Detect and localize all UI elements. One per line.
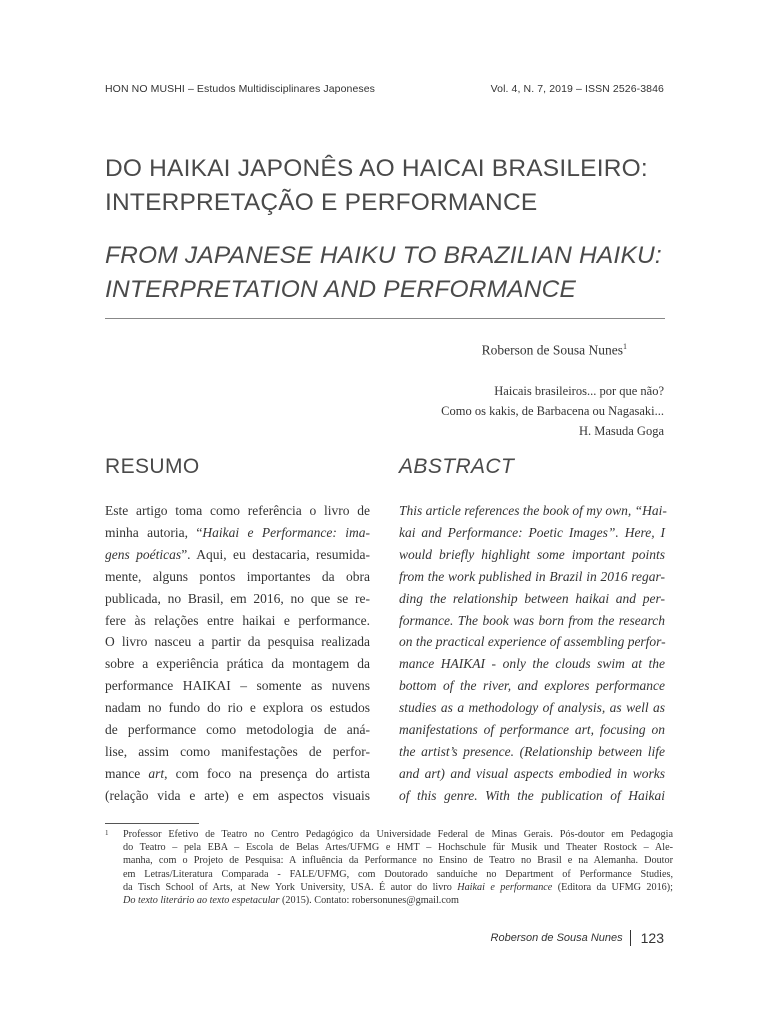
resumo-line: nadam no fundo do rio e explora os estudos <box>105 700 370 716</box>
title-divider <box>105 318 665 319</box>
abstract-body <box>399 500 665 807</box>
author-byline <box>482 342 627 359</box>
footnote-line: da Tisch School of Arts, at New York University, USA. É autor do livro Haikai e performance (Editora da UFMG 2016); <box>123 881 673 893</box>
epigraph-line-1: Haicais brasileiros... por que não? <box>494 384 664 398</box>
running-header-volume: Vol. 4, N. 7, 2019 – ISSN 2526-3846 <box>490 83 664 95</box>
title-en-line-2: INTERPRETATION AND PERFORMANCE <box>105 276 577 303</box>
resumo-line: fere às relações entre haikai e performance. <box>105 612 370 628</box>
resumo-line: de performance como metodologia de aná- <box>105 722 370 738</box>
resumo-line: (relação vida e arte) e em aspectos visuais <box>105 787 370 803</box>
footnote-line: do Teatro – pela EBA – Escola de Belas Artes/UFMG e HMT – Hochschule für Musik und Theater Rostock – Ale- <box>123 842 673 854</box>
abstract-line: would briefly highlight some important points <box>399 546 665 562</box>
resumo-line: performance HAIKAI – somente as nuvens <box>105 678 370 694</box>
resumo-line: gens poéticas”. Aqui, eu destacaria, resumida- <box>105 546 370 562</box>
abstract-line: ding the relationship between haikai and per- <box>399 590 665 606</box>
resumo-line: sobre a experiência prática da montagem da <box>105 656 370 672</box>
resumo-line: Este artigo toma como referência o livro de <box>105 503 370 518</box>
resumo-heading: RESUMO <box>105 455 200 478</box>
footnote-line: Do texto literário ao texto espetacular (2015). Contato: robersonunes@gmail.com <box>123 895 459 907</box>
abstract-line: on the practical experience of assembling perfor- <box>399 634 666 650</box>
abstract-line: formance. The book was born from the research <box>399 612 665 628</box>
footnote-text <box>123 828 673 907</box>
page-footer <box>491 929 664 947</box>
footnote-line: em Letras/Literatura Comparada - FALE/UFMG, com Doutorado sanduíche no Department of Performance Studies, <box>123 868 673 880</box>
footer-author: Roberson de Sousa Nunes <box>490 932 623 944</box>
footer-separator <box>630 930 631 946</box>
title-en-line-1: FROM JAPANESE HAIKU TO BRAZILIAN HAIKU: <box>105 242 662 269</box>
abstract-heading: ABSTRACT <box>399 455 515 478</box>
abstract-line: studies as a methodology of analysis, as well as <box>399 700 665 716</box>
title-portuguese <box>105 152 685 220</box>
abstract-line: manifestations of performance art, focusing on <box>399 722 665 738</box>
author-footnote-mark[interactable]: 1 <box>623 342 627 351</box>
resumo-line: publicada, no Brasil, em 2016, no que se re- <box>105 590 370 606</box>
abstract-line: and art) and visual aspects embodied in works <box>399 765 665 781</box>
resumo-line: mente, alguns pontos importantes da obra <box>105 568 370 584</box>
running-header-journal: HON NO MUSHI – Estudos Multidisciplinares Japoneses <box>105 83 376 95</box>
abstract-line: This article references the book of my own, “Hai- <box>399 503 667 518</box>
epigraph-attribution: H. Masuda Goga <box>578 424 664 438</box>
abstract-line: mance HAIKAI - only the clouds swim at the <box>399 656 665 672</box>
resumo-line: mance art, com foco na presença do artista <box>105 765 370 781</box>
resumo-line: minha autoria, “Haikai e Performance: ima- <box>105 524 370 540</box>
page-number: 123 <box>640 930 664 946</box>
resumo-line: lise, assim como manifestações de perfor- <box>105 743 370 759</box>
title-pt-line-1: DO HAIKAI JAPONÊS AO HAICAI BRASILEIRO: <box>105 155 648 182</box>
abstract-line: kai and Performance: Poetic Images”. Here, I <box>399 524 665 540</box>
abstract-line: from the work published in Brazil in 2016 regar- <box>399 568 665 584</box>
footnote-line: manha, com o Projeto de Pesquisa: A influência da Performance no Ensino de Teatro no Brasil e na Alemanha. Doutor <box>123 855 673 867</box>
author-name: Roberson de Sousa Nunes <box>481 342 623 358</box>
epigraph-line-2: Como os kakis, de Barbacena ou Nagasaki... <box>441 404 664 418</box>
footnote-mark: 1 <box>105 829 109 837</box>
title-pt-line-2: INTERPRETAÇÃO E PERFORMANCE <box>105 189 538 216</box>
abstract-line: bottom of the river, and explores performance <box>399 678 665 694</box>
title-english <box>105 239 685 307</box>
footnote-line: Professor Efetivo de Teatro no Centro Pedagógico da Universidade Federal de Minas Gerais. Pós-doutor em Pedagogia <box>123 829 673 840</box>
resumo-line: O livro nasceu a partir da pesquisa realizada <box>105 634 370 650</box>
abstract-line: of this genre. With the publication of Haikai <box>399 787 665 803</box>
resumo-body <box>105 500 370 807</box>
abstract-line: the artist’s presence. (Relationship between life <box>399 743 665 759</box>
footnote-divider <box>105 823 199 824</box>
epigraph <box>441 381 664 441</box>
